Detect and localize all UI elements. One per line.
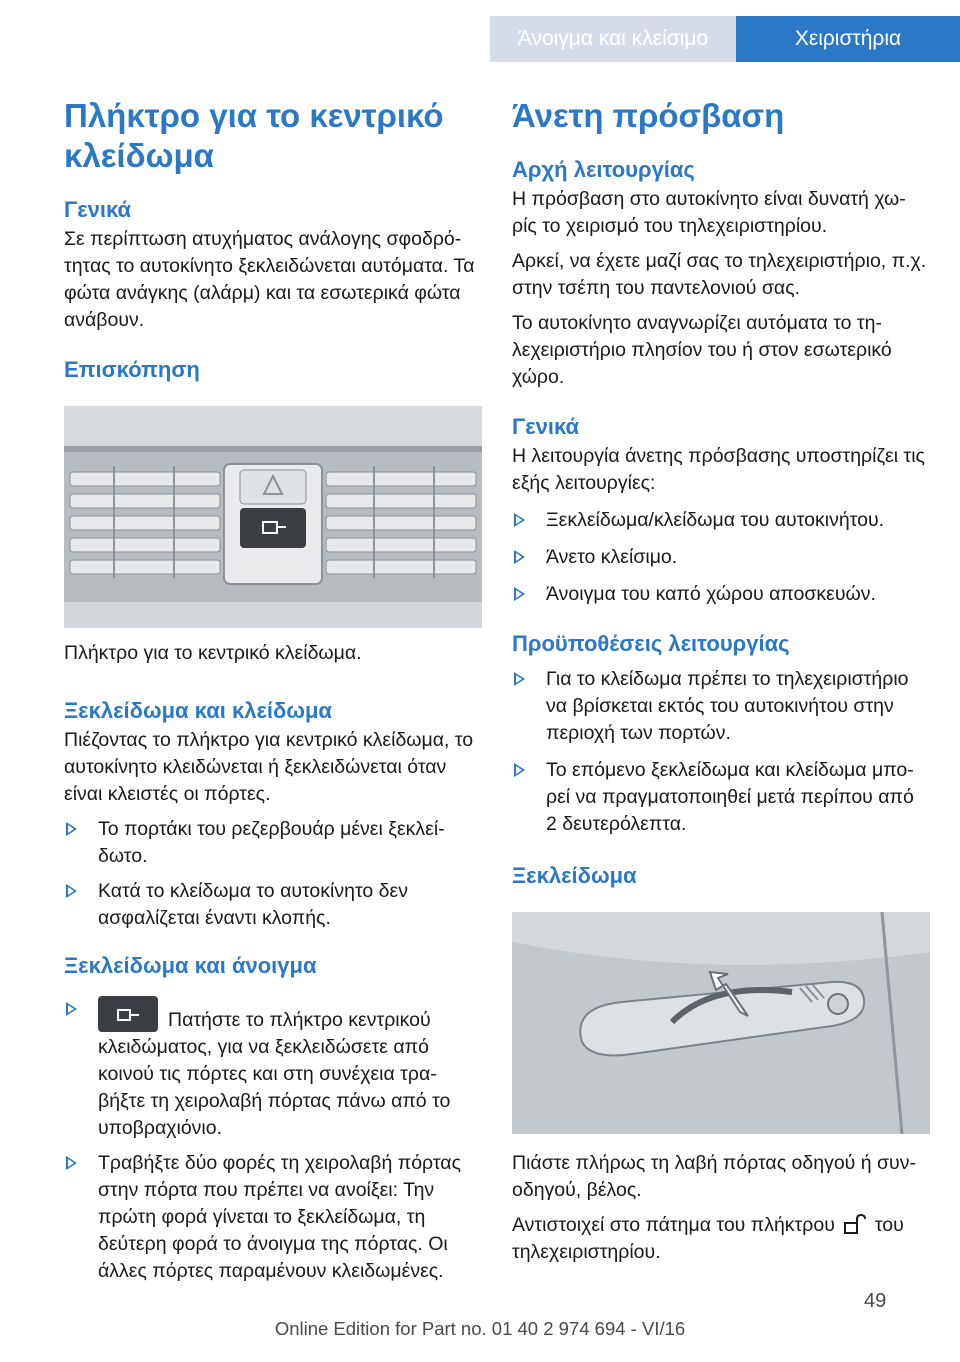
list-item: Τραβήξτε δύο φορές τη χειρολαβή πόρτας στην πόρτα που πρέπει να ανοίξει: Την πρώτη φορά γίνεται το ξεκλείδωμα, τη δεύτερη φορά το άνοιγμα της πόρτας. Οι άλλες πόρτες παραμένουν κλειδωμένες. xyxy=(64,1150,482,1285)
principle-paragraph: Η πρόσβαση στο αυτοκίνητο είναι δυνατή χω-ρίς το χειρισμό του τηλεχειριστηρίου. xyxy=(512,188,906,237)
principle-heading: Αρχή λειτουργίας xyxy=(512,157,695,182)
bullet-triangle-icon xyxy=(514,550,525,564)
unlock-text: Πιάστε πλήρως τη λαβή πόρτας οδηγού ή συν-οδηγού, βέλος. xyxy=(512,1152,916,1201)
bullet-triangle-icon xyxy=(66,1002,77,1016)
door-handle-figure xyxy=(512,912,930,1134)
unlock-lock-text: Πιέζοντας το πλήκτρο για κεντρικό κλείδωμα, το αυτοκίνητο κλειδώνεται ή ξεκλειδώνεται όταν είναι κλειστές οι πόρτες. xyxy=(64,729,474,805)
right-column xyxy=(512,96,930,1266)
general-heading: Γενικά xyxy=(64,197,132,222)
left-column xyxy=(64,96,482,1285)
list-item: Άνοιγμα του καπό χώρου αποσκευών. xyxy=(512,581,930,608)
unlock-heading: Ξεκλείδωμα xyxy=(512,863,637,888)
general-heading: Γενικά xyxy=(512,414,580,439)
list-item: Άνετο κλείσιμο. xyxy=(512,544,930,571)
unlock-lock-heading: Ξεκλείδωμα και κλείδωμα xyxy=(64,698,332,723)
figure-caption: Πλήκτρο για το κεντρικό κλείδωμα. xyxy=(64,642,362,664)
central-lock-button-figure xyxy=(64,406,482,628)
bullet-triangle-icon xyxy=(514,513,525,527)
unlock-key-icon xyxy=(841,1213,869,1235)
header-chapter-tab: Χειριστήρια xyxy=(736,16,960,62)
list-item: Το επόμενο ξεκλείδωμα και κλείδωμα μπο-ρεί να πραγματοποιηθεί μετά περίπου από 2 δευτερόλεπτα. xyxy=(512,757,930,838)
bullet-triangle-icon xyxy=(514,672,525,686)
section-title: Πλήκτρο για το κεντρικό κλείδωμα xyxy=(64,97,444,174)
list-item: Για το κλείδωμα πρέπει το τηλεχειριστήριο να βρίσκεται εκτός του αυτοκινήτου στην περιοχή των πορτών. xyxy=(512,666,930,747)
unlock-remote-text: Αντιστοιχεί στο πάτημα του πλήκτρου του τηλεχειριστηρίου. xyxy=(512,1214,904,1263)
prereq-heading: Προϋποθέσεις λειτουργίας xyxy=(512,631,790,656)
general-text: Η λειτουργία άνετης πρόσβασης υποστηρίζει τις εξής λειτουργίες: xyxy=(512,445,925,494)
unlock-open-heading: Ξεκλείδωμα και άνοιγμα xyxy=(64,953,317,978)
door-handle-illustration xyxy=(512,912,930,1134)
header-section-tab: Άνοιγμα και κλείσιμο xyxy=(490,16,736,62)
unlock-open-list xyxy=(64,996,482,1285)
list-item: Κατά το κλείδωμα το αυτοκίνητο δεν ασφαλίζεται έναντι κλοπής. xyxy=(64,878,482,932)
list-item: Ξεκλείδωμα/κλείδωμα του αυτοκινήτου. xyxy=(512,507,930,534)
footer-edition: Online Edition for Part no. 01 40 2 974 694 - VI/16 xyxy=(274,1318,686,1339)
overview-heading: Επισκόπηση xyxy=(64,357,200,382)
general-text: Σε περίπτωση ατυχήματος ανάλογης σφοδρό-τητας το αυτοκίνητο ξεκλειδώνεται αυτόματα. Τα φώτα ανάγκης (αλάρμ) και τα εσωτερικά φώτα ανάβουν. xyxy=(64,228,475,331)
air-vents-illustration xyxy=(64,406,482,628)
section-title: Άνετη πρόσβαση xyxy=(512,97,785,134)
unlock-lock-list xyxy=(64,816,482,932)
general-list xyxy=(512,507,930,608)
bullet-triangle-icon xyxy=(66,822,77,836)
bullet-triangle-icon xyxy=(514,587,525,601)
bullet-triangle-icon xyxy=(66,884,77,898)
bullet-triangle-icon xyxy=(66,1156,77,1170)
page-number: 49 xyxy=(864,1290,887,1312)
list-item: Το πορτάκι του ρεζερβουάρ μένει ξεκλεί-δωτο. xyxy=(64,816,482,870)
central-lock-key-icon xyxy=(98,996,158,1032)
principle-paragraph: Το αυτοκίνητο αναγνωρίζει αυτόματα το τη-λεχειριστήριο πλησίον του ή στον εσωτερικό χώρο. xyxy=(512,312,892,388)
principle-paragraph: Αρκεί, να έχετε μαζί σας το τηλεχειριστήριο, π.χ. στην τσέπη του παντελονιού σας. xyxy=(512,250,927,299)
page-header xyxy=(0,0,960,64)
prereq-list xyxy=(512,666,930,838)
list-item: Πατήστε το πλήκτρο κεντρικού κλειδώματος, για να ξεκλειδώσετε από κοινού τις πόρτες και στη συνέχεια τρα-βήξτε τη χειρολαβή πόρτας πάνω από το υποβραχιόνιο. xyxy=(64,996,482,1142)
bullet-triangle-icon xyxy=(514,763,525,777)
